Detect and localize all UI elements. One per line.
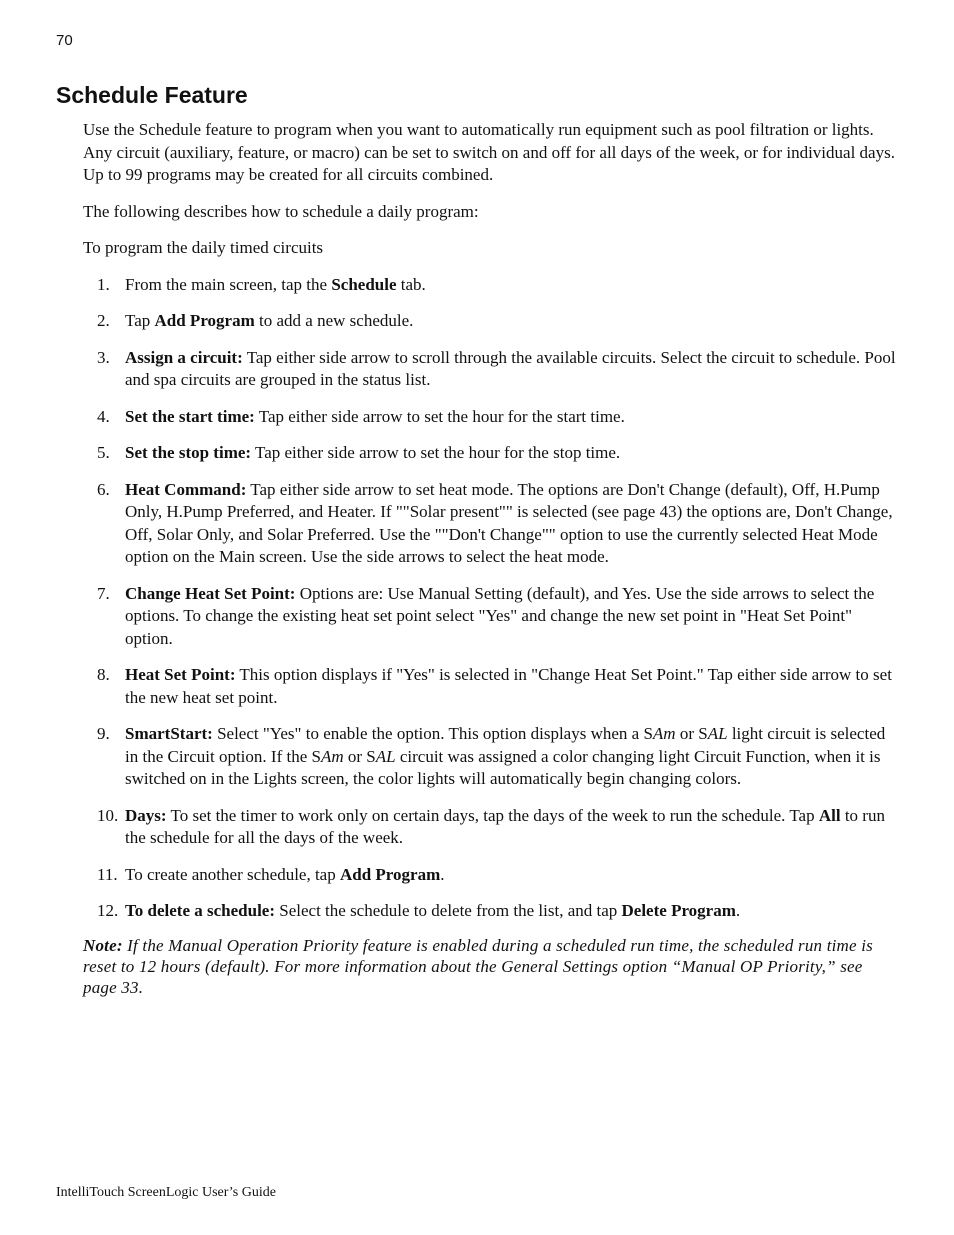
footer-guide-title: IntelliTouch ScreenLogic User’s Guide <box>56 1185 276 1200</box>
step-text <box>125 664 899 709</box>
step-text-segment: to run the schedule for all the days of the week. <box>125 805 885 847</box>
step-text-segment: tab. <box>396 274 426 294</box>
step-number: 3. <box>97 347 110 367</box>
step-text-segment: or S <box>675 724 708 743</box>
step-text <box>125 442 899 465</box>
step-bold-text: Set the stop time: <box>125 443 252 462</box>
step-item <box>83 310 899 333</box>
intro-paragraph: To program the daily timed circuits <box>83 238 324 257</box>
step-text <box>125 406 899 429</box>
step-text <box>125 805 899 850</box>
step-bold-text: Delete Program <box>621 901 736 920</box>
step-bold-text: SmartStart: <box>125 724 213 743</box>
step-item <box>83 442 899 465</box>
step-italic-text: Am <box>320 746 344 766</box>
note-text: If the Manual Operation Priority feature is enabled during a scheduled run time, the scheduled run time is reset to 12 hours (default). For more information about the General Settings option “Manual OP Priority,” see page 33. <box>83 935 873 997</box>
step-bold-text: Heat Command: <box>125 479 247 499</box>
step-text-segment: From the main screen, tap the <box>125 274 332 294</box>
step-number: 7. <box>97 583 110 603</box>
step-item <box>83 406 899 429</box>
step-text <box>125 310 899 333</box>
step-text-segment: light circuit is selected in the Circuit option. If the S <box>125 724 886 766</box>
step-number: 9. <box>97 724 110 743</box>
step-bold-text: To delete a schedule: <box>125 901 276 920</box>
step-bold-text: Change Heat Set Point: <box>125 583 296 603</box>
step-bold-text: Add Program <box>339 864 441 884</box>
page-content <box>83 119 899 998</box>
step-number: 1. <box>97 274 110 294</box>
note <box>83 935 899 998</box>
step-italic-text: AL <box>707 724 728 743</box>
step-text-segment: This option displays if "Yes" is selected in "Change Heat Set Point." Tap either side arrow to set the new heat set point. <box>125 665 892 707</box>
step-text-segment: or S <box>343 746 376 766</box>
step-bold-text: Assign a circuit: <box>125 347 243 367</box>
step-text-segment: To set the timer to work only on certain days, tap the days of the week to run the schedule. Tap <box>166 805 819 825</box>
step-bold-text: Heat Set Point: <box>125 665 236 684</box>
step-item <box>83 274 899 297</box>
step-text <box>125 274 899 297</box>
step-item <box>83 664 899 709</box>
step-text <box>125 479 899 569</box>
step-item <box>83 347 899 392</box>
step-number: 5. <box>97 443 110 462</box>
step-text-segment: Tap either side arrow to scroll through the available circuits. Select the circuit to schedule. Pool and spa circuits are grouped in the status list. <box>125 347 896 389</box>
step-bold-text: Set the start time: <box>125 406 255 426</box>
intro-paragraph: The following describes how to schedule a daily program: <box>83 201 479 221</box>
step-text-segment: to add a new schedule. <box>254 311 414 330</box>
step-number: 2. <box>97 311 110 330</box>
step-number: 11. <box>97 864 118 884</box>
step-text <box>125 347 899 392</box>
step-bold-text: All <box>818 805 841 825</box>
step-item <box>83 583 899 651</box>
step-text-segment: Tap either side arrow to set heat mode. The options are Don't Change (default), Off, H.Pump Only, H.Pump Preferred, and Heater. If ""Solar present"" is selected (see page 43) the options are, Don't Change, Off, Solar Only, and Solar Preferred. Use the ""Don't Change"" option to use the currently selected Heat Mode option on the Main screen. Use the side arrows to select the heat mode. <box>125 479 893 566</box>
step-item <box>83 479 899 569</box>
step-bold-text: Days: <box>125 805 167 825</box>
step-number: 12. <box>97 901 119 920</box>
step-text <box>125 864 899 887</box>
step-text-segment: Options are: Use Manual Setting (default), and Yes. Use the side arrows to select the options. To change the existing heat set point select "Yes" and change the new set point in "Heat Set Point" option. <box>125 583 875 648</box>
section-title: Schedule Feature <box>56 82 248 108</box>
step-text-segment: Tap <box>125 311 155 330</box>
note-label: Note: <box>83 935 123 955</box>
step-item <box>83 805 899 850</box>
step-text-segment: . <box>735 901 741 920</box>
step-number: 8. <box>97 665 110 684</box>
step-bold-text: Schedule <box>331 274 397 294</box>
step-italic-text: AL <box>375 746 396 766</box>
step-italic-text: Am <box>652 724 676 743</box>
step-item <box>83 900 899 923</box>
step-number: 4. <box>97 406 110 426</box>
step-item <box>83 723 899 791</box>
step-text <box>125 900 899 923</box>
intro-paragraph: Use the Schedule feature to program when you want to automatically run equipment such as pool filtration or lights. Any circuit (auxiliary, feature, or macro) can be set to switch on and off for all days of the week, or for individual days. Up to 99 programs may be created for all circuits combined. <box>83 120 895 184</box>
step-text-segment: circuit was assigned a color changing light Circuit Function, when it is switched on in the Lights screen, the color lights will automatically begin changing colors. <box>125 746 881 788</box>
step-text <box>125 583 899 651</box>
step-text-segment: Tap either side arrow to set the hour for the stop time. <box>251 443 621 462</box>
step-text <box>125 723 899 791</box>
step-text-segment: Select "Yes" to enable the option. This option displays when a S <box>212 724 653 743</box>
steps-list <box>83 274 899 923</box>
page-number: 70 <box>56 32 73 49</box>
step-text-segment: Select the schedule to delete from the list, and tap <box>275 901 622 920</box>
step-item <box>83 864 899 887</box>
step-text-segment: . <box>440 864 445 884</box>
step-text-segment: Tap either side arrow to set the hour for the start time. <box>254 406 625 426</box>
step-number: 6. <box>97 479 110 499</box>
step-number: 10. <box>97 805 119 825</box>
step-text-segment: To create another schedule, tap <box>125 864 340 884</box>
step-bold-text: Add Program <box>154 311 255 330</box>
